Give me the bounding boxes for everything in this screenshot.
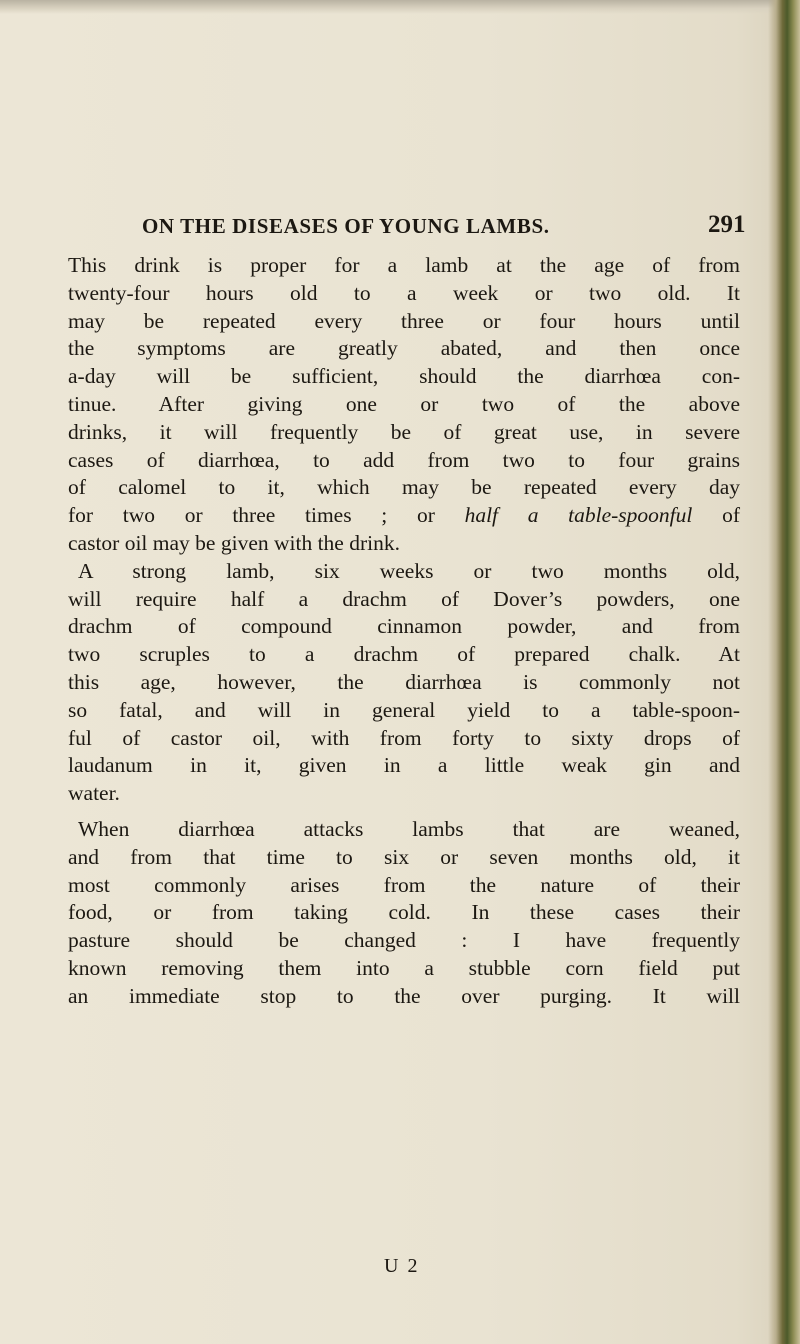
- signature-mark: U 2: [384, 1255, 420, 1277]
- text-run: of: [692, 503, 740, 528]
- text-line: an immediate stop to the over purging. It will: [68, 983, 740, 1008]
- text-line: water.: [68, 781, 120, 806]
- text-line: the symptoms are greatly abated, and then once: [68, 336, 740, 361]
- running-head: ON THE DISEASES OF YOUNG LAMBS.: [142, 214, 550, 238]
- paragraph-3: [68, 816, 740, 1011]
- text-line: laudanum in it, given in a little weak gin and: [68, 753, 740, 778]
- text-line: of calomel to it, which may be repeated every day: [68, 475, 740, 500]
- text-line: twenty-four hours old to a week or two old. It: [68, 280, 740, 305]
- paragraph-2: [68, 558, 740, 808]
- text-line-with-italic: [68, 502, 740, 530]
- text-line: this age, however, the diarrhœa is commonly not: [68, 669, 740, 694]
- text-line: and from that time to six or seven months old, it: [68, 844, 740, 869]
- text-line: This drink is proper for a lamb at the age of from: [68, 253, 740, 277]
- text-line: most commonly arises from the nature of their: [68, 872, 740, 897]
- text-line: so fatal, and will in general yield to a table-spoon-: [68, 697, 740, 722]
- text-line: known removing them into a stubble corn field put: [68, 955, 740, 980]
- body-text: [68, 252, 740, 1011]
- page-number: 291: [708, 211, 746, 238]
- italic-phrase: half a table-spoonful: [464, 503, 693, 528]
- text-line: drachm of compound cinnamon powder, and from: [68, 614, 740, 639]
- text-run: for two or three times ; or: [68, 503, 465, 528]
- text-line: tinue. After giving one or two of the above: [68, 391, 740, 416]
- text-line: When diarrhœa attacks lambs that are weaned,: [78, 816, 740, 841]
- book-binding-edge: [768, 0, 800, 1344]
- paragraph-1: [68, 252, 740, 558]
- text-line: ful of castor oil, with from forty to sixty drops of: [68, 725, 740, 750]
- text-line: castor oil may be given with the drink.: [68, 530, 400, 555]
- text-line: food, or from taking cold. In these cases their: [68, 900, 740, 925]
- text-line: two scruples to a drachm of prepared chalk. At: [68, 642, 740, 667]
- page-header: [142, 211, 746, 244]
- text-line: a-day will be sufficient, should the diarrhœa con-: [68, 364, 740, 389]
- text-line: A strong lamb, six weeks or two months old,: [78, 558, 740, 583]
- text-line: may be repeated every three or four hours until: [68, 308, 740, 333]
- text-line: cases of diarrhœa, to add from two to four grains: [68, 447, 740, 472]
- text-line: pasture should be changed : I have frequently: [68, 928, 740, 953]
- page-top-edge: [0, 0, 800, 14]
- text-line: will require half a drachm of Dover’s powders, one: [68, 586, 740, 611]
- text-line: drinks, it will frequently be of great use, in severe: [68, 419, 740, 444]
